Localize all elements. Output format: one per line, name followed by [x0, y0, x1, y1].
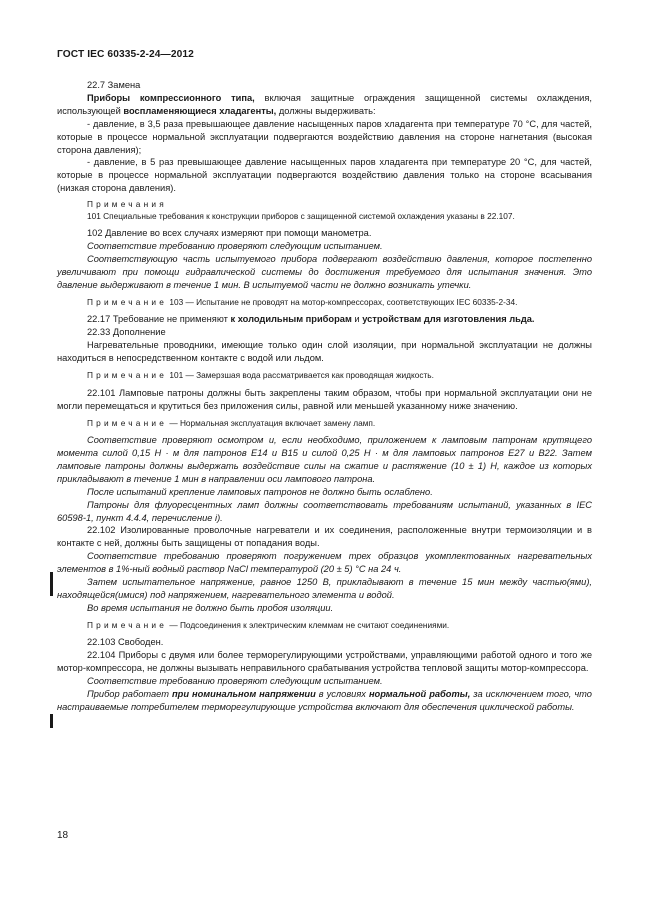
- section-22-104-operation: Прибор работает при номинальном напряжении в условиях нормальной работы, за исключением того, что настраиваемые потребителем терморегулирующие устройства включают для обеспечения циклической работы.: [57, 689, 592, 712]
- section-22-103: 22.103 Свободен.: [87, 637, 164, 648]
- note-normal-use: Примечание — Нормальная эксплуатация включает замену ламп.: [87, 417, 376, 428]
- section-22-7-intro: Приборы компрессионного типа, включая защитные ограждения защищенной системы охлаждения, использующей воспламеняющиеся хладагенты, должны выдерживать:: [57, 92, 592, 116]
- section-22-33-title: 22.33 Дополнение: [87, 327, 166, 338]
- change-bar-1: [50, 572, 53, 596]
- pressure-item-low: - давление, в 5 раз превышающее давление насыщенных паров хладагента при температуре 20 °С, для частей, которые в процессе нормальной эксплуатации подвергаются воздействию давления только на стороне всасывания (низкая сторона давления).: [57, 157, 592, 194]
- section-22-101-test: Соответствие проверяют осмотром и, если необходимо, приложением к ламповым патронам крутящего момента силой 0,15 Н · м для патронов Е14 и В15 и силой 0,25 Н · м для ламповых патронов Е27 и В22. Затем ламповые патроны должны выдержать воздействие силы на сжатие и растяжение (10 ± 1) Н, каждое из которых прикладывают в течение 1 мин в направлении оси лампового патрона.: [57, 435, 592, 484]
- para-102: 102 Давление во всех случаях измеряют при помощи манометра.: [87, 228, 372, 239]
- section-22-33-text: Нагревательные проводники, имеющие только один слой изоляции, при нормальной эксплуатации не должны находиться в непосредственном контакте с водой или льдом.: [57, 340, 592, 364]
- section-22-102: 22.102 Изолированные проволочные нагреватели и их соединения, расположенные внутри термоизоляции и в контакте с ней, должны быть защищены от попадания воды.: [57, 525, 592, 549]
- section-22-102-breakdown: Во время испытания не должно быть пробоя изоляции.: [87, 602, 334, 613]
- note-103: Примечание 103 — Испытание не проводят на мотор-компрессорах, соответствующих IEC 60335-2-34.: [87, 296, 518, 307]
- pressure-item-high: - давление, в 3,5 раза превышающее давление насыщенных паров хладагента при температуре 70 °С, для частей, которые в процессе нормальной эксплуатации подвергаются воздействию давления на стороне нагнетания (высокая сторона давления);: [57, 118, 592, 155]
- section-22-101-fluorescent: Патроны для флуоресцентных ламп должны соответствовать требованиям испытаний, указанных в IEC 60598-1, пункт 4.4.4, перечисление i).: [57, 499, 592, 523]
- section-22-17: 22.17 Требование не применяют к холодильным приборам и устройствам для изготовления льда.: [87, 314, 535, 325]
- page-number: 18: [57, 830, 69, 841]
- page-content: [57, 79, 592, 714]
- document-header: ГОСТ IEC 60335-2-24—2012: [57, 49, 194, 60]
- section-22-101-after: После испытаний крепление ламповых патронов не должно быть ослаблено.: [87, 486, 433, 497]
- note-101: 101 Специальные требования к конструкции приборов с защищенной системой охлаждения указаны в 22.107.: [87, 210, 515, 221]
- section-22-101: 22.101 Ламповые патроны должны быть закреплены таким образом, чтобы при нормальной эксплуатации они не могли перемещаться и крутиться без приложения силы, равной или меньшей указанному ниже значению.: [57, 387, 592, 411]
- note-connections: Примечание — Подсоединения к электрическим клеммам не считают соединениями.: [87, 619, 450, 630]
- section-22-102-voltage: Затем испытательное напряжение, равное 1250 В, прикладывают в течение 15 мин между частью(ями), находящейся(имися) под напряжением, нагревательного элемента и водой.: [57, 577, 592, 600]
- para-102-compliance: Соответствие требованию проверяют следующим испытанием.: [87, 241, 383, 252]
- section-22-104-compliance: Соответствие требованию проверяют следующим испытанием.: [87, 676, 383, 687]
- change-bar-2: [50, 714, 53, 728]
- section-22-102-compliance: Соответствие требованию проверяют погружением трех образцов укомплектованных нагревательных элементов в 1%-ный водный раствор NaCl температурой (20 ± 5) °С на 24 ч.: [57, 551, 592, 575]
- para-102-test: Соответствующую часть испытуемого прибора подвергают воздействию давления, которое постепенно увеличивают при помощи гидравлической системы до достижения требуемого для испытания значения. Это давление выдерживают в течение 1 мин. В испытуемой части не должно возникать утечки.: [57, 254, 592, 290]
- notes-heading: Примечания: [87, 199, 167, 210]
- note-frozen-water: Примечание 101 — Замерзшая вода рассматривается как проводящая жидкость.: [87, 370, 434, 381]
- section-22-104: 22.104 Приборы с двумя или более терморегулирующими устройствами, управляющими работой одного и того же мотор-компрессора, не должны вызывать неправильного срабатывания устройства тепловой защиты мотор-компрессора.: [57, 650, 592, 674]
- section-22-7-title: 22.7 Замена: [87, 80, 141, 90]
